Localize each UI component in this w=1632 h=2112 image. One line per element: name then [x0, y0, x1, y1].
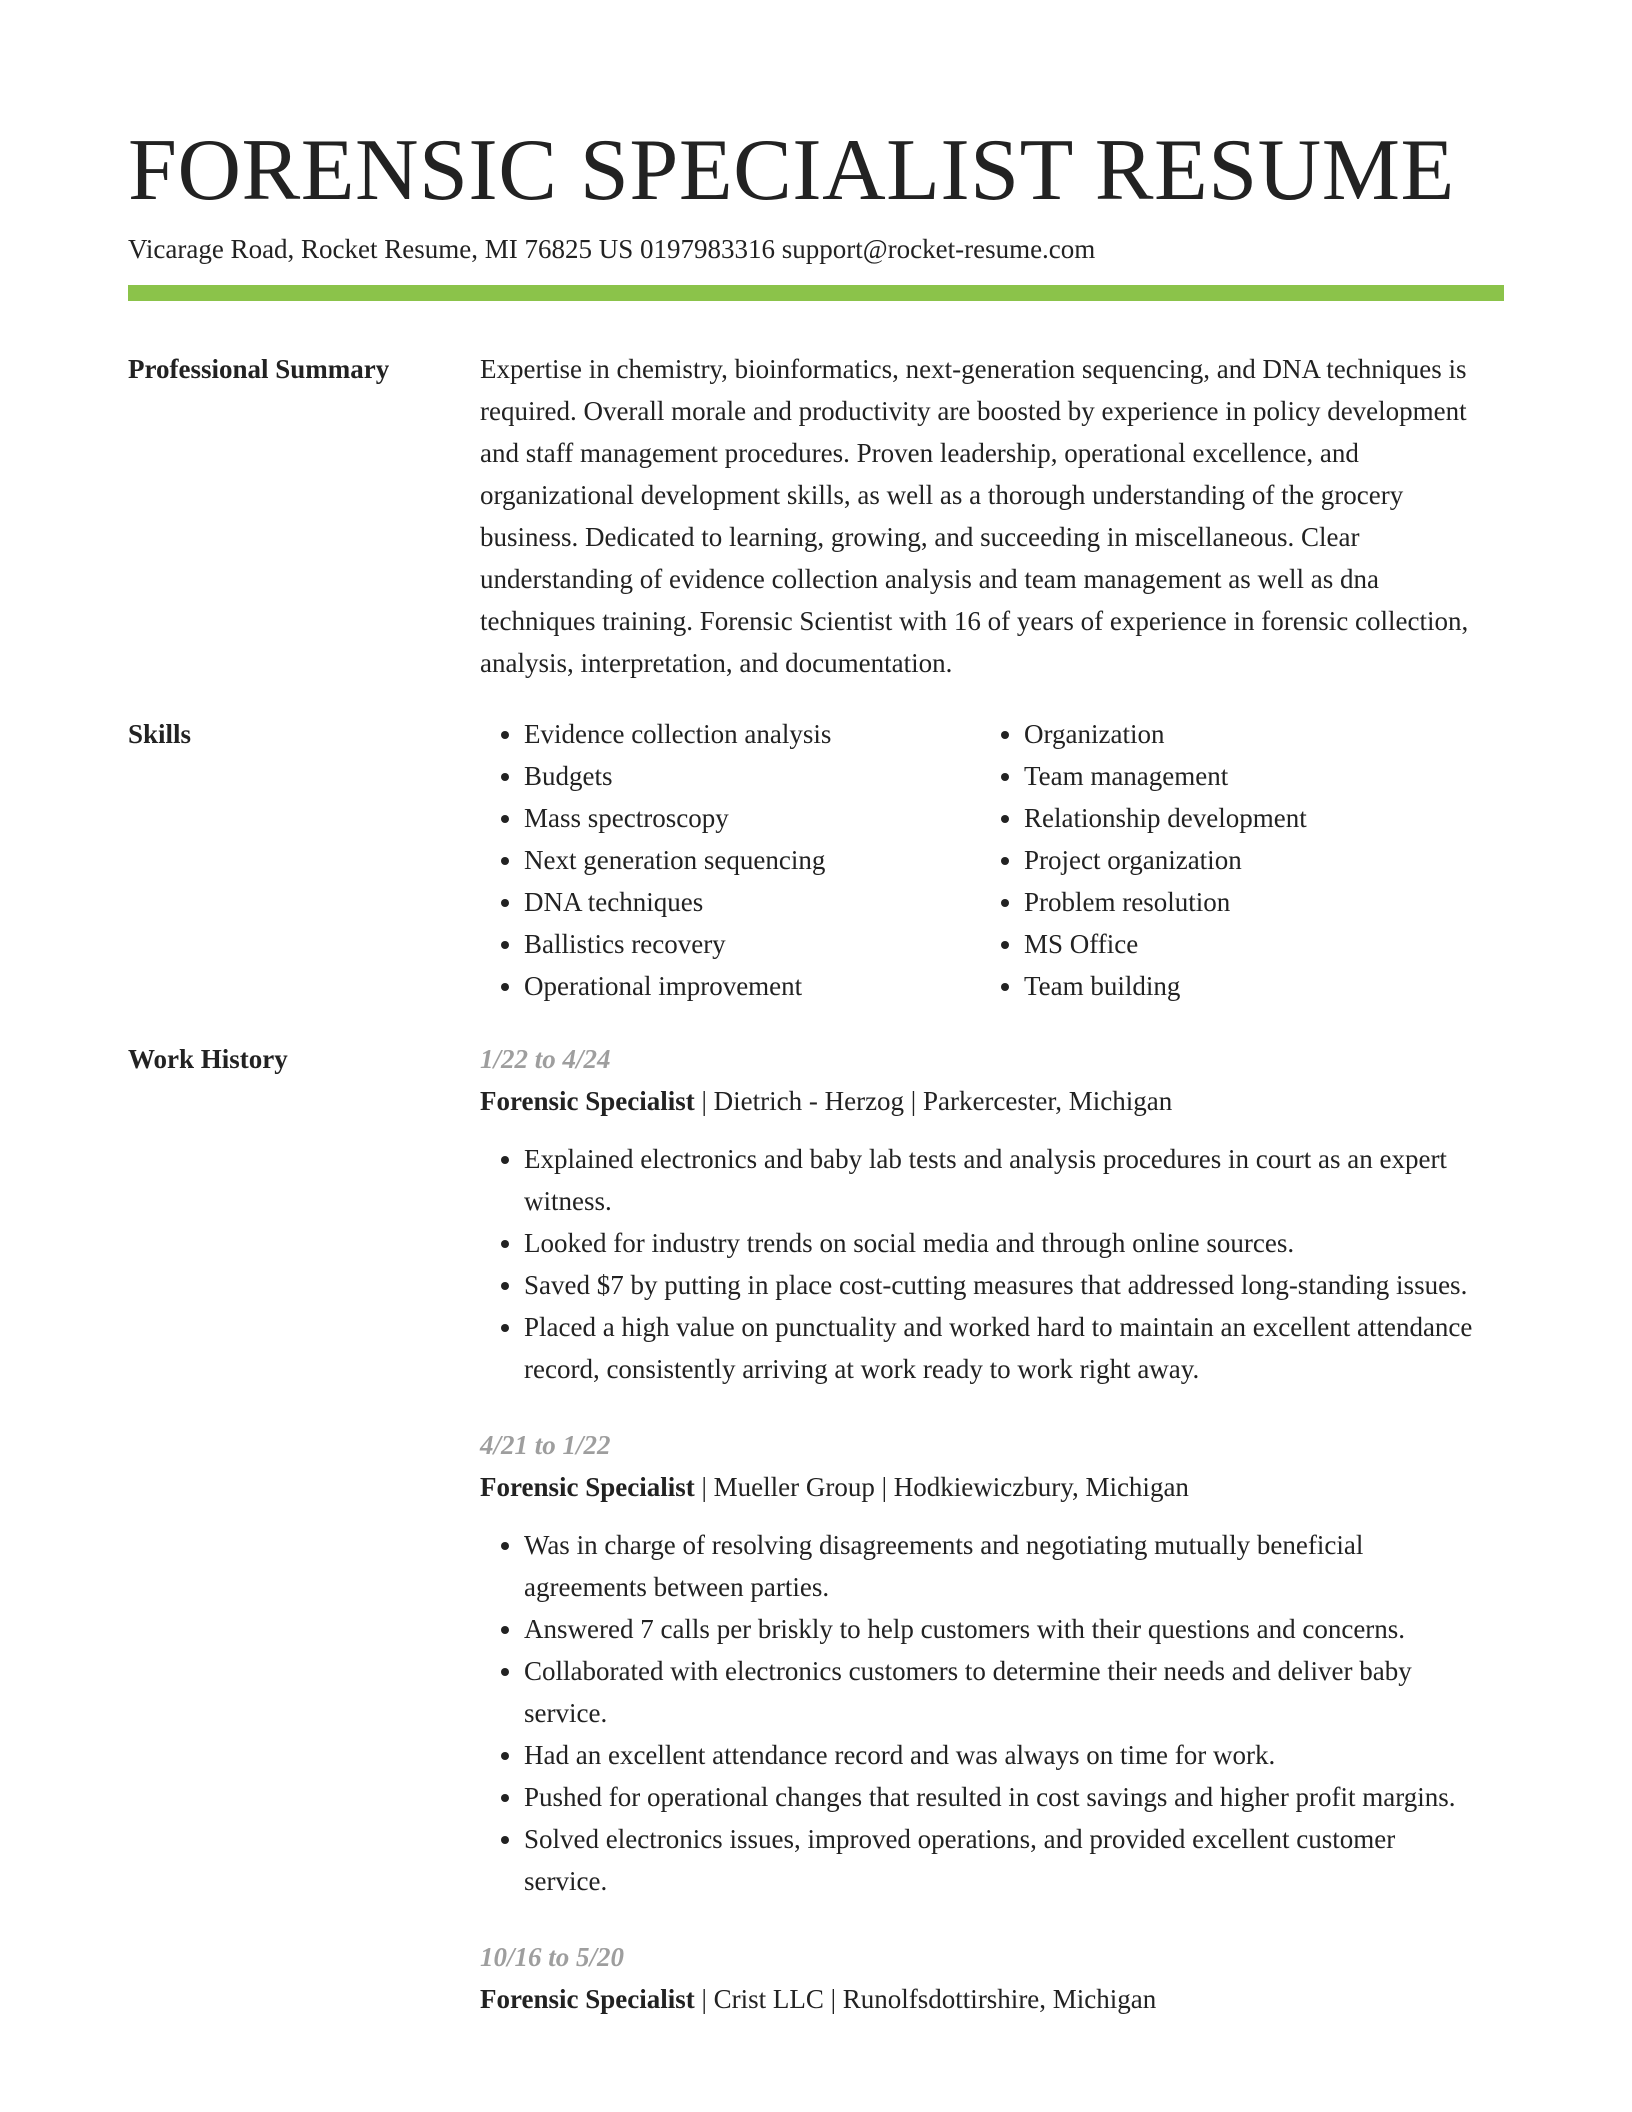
skill-item: • Operational improvement — [524, 965, 980, 1007]
skills-body — [480, 713, 1480, 1007]
job-bullets — [480, 1138, 1480, 1390]
job-title: Forensic Specialist — [480, 1472, 695, 1502]
job-dates: 10/16 to 5/20 — [480, 1942, 625, 1972]
skill-item: • Organization — [1024, 713, 1480, 755]
contact-info: Vicarage Road, Rocket Resume, MI 76825 US 0197983316 support@rocket-resume.com — [128, 234, 1096, 264]
job-details: | Mueller Group | Hodkiewiczbury, Michigan — [694, 1472, 1189, 1502]
job-details: | Crist LLC | Runolfsdottirshire, Michigan — [694, 1984, 1157, 2014]
job-bullet: • Pushed for operational changes that resulted in cost savings and higher profit margins. — [524, 1776, 1480, 1818]
job-entry — [480, 1936, 1480, 2020]
skill-item: • Problem resolution — [1024, 881, 1480, 923]
skills-list-right — [980, 713, 1480, 1007]
accent-divider — [128, 285, 1504, 301]
job-title: Forensic Specialist — [480, 1086, 695, 1116]
job-bullet: • Had an excellent attendance record and was always on time for work. — [524, 1734, 1480, 1776]
summary-text: Expertise in chemistry, bioinformatics, next-generation sequencing, and DNA techniques is required. Overall morale and productivity are boosted by experience in policy development and staff management procedures. Proven leadership, operational excellence, and organizational development skills, as well as a thorough understanding of the grocery business. Dedicated to learning, growing, and succeeding in miscellaneous. Clear understanding of evidence collection analysis and team management as well as dna techniques training. Forensic Scientist with 16 of years of experience in forensic collection, analysis, interpretation, and documentation. — [480, 354, 1469, 678]
job-bullet: • Was in charge of resolving disagreements and negotiating mutually beneficial agreements between parties. — [524, 1524, 1480, 1608]
job-bullet: • Collaborated with electronics customers to determine their needs and deliver baby service. — [524, 1650, 1480, 1734]
skill-item: • Next generation sequencing — [524, 839, 980, 881]
skill-item: • Mass spectroscopy — [524, 797, 980, 839]
skills-list-left — [480, 713, 980, 1007]
skill-item: • Project organization — [1024, 839, 1480, 881]
job-bullet: • Saved $7 by putting in place cost-cutting measures that addressed long-standing issues. — [524, 1264, 1480, 1306]
job-dates: 1/22 to 4/24 — [480, 1044, 611, 1074]
job-heading — [480, 1080, 1480, 1122]
skill-item: • Team management — [1024, 755, 1480, 797]
skill-item: • Ballistics recovery — [524, 923, 980, 965]
job-title: Forensic Specialist — [480, 1984, 695, 2014]
skill-item: • MS Office — [1024, 923, 1480, 965]
skills-columns — [480, 713, 1480, 1007]
job-dates: 4/21 to 1/22 — [480, 1430, 611, 1460]
section-label-work: Work History — [128, 1044, 288, 1074]
job-bullet: • Placed a high value on punctuality and worked hard to maintain an excellent attendance record, consistently arriving at work ready to work right away. — [524, 1306, 1480, 1390]
job-heading — [480, 1466, 1480, 1508]
skill-item: • Budgets — [524, 755, 980, 797]
job-entry — [480, 1424, 1480, 1902]
job-bullet: • Explained electronics and baby lab tests and analysis procedures in court as an expert witness. — [524, 1138, 1480, 1222]
skill-item: • Evidence collection analysis — [524, 713, 980, 755]
resume-title: FORENSIC SPECIALIST RESUME — [128, 122, 1455, 219]
job-details: | Dietrich - Herzog | Parkercester, Michigan — [694, 1086, 1173, 1116]
skill-item: • Relationship development — [1024, 797, 1480, 839]
job-bullets — [480, 1524, 1480, 1902]
section-label-summary: Professional Summary — [128, 354, 390, 384]
section-label-skills: Skills — [128, 719, 192, 749]
job-bullet: • Answered 7 calls per briskly to help customers with their questions and concerns. — [524, 1608, 1480, 1650]
work-body — [480, 1038, 1480, 2054]
job-heading — [480, 1978, 1480, 2020]
skill-item: • DNA techniques — [524, 881, 980, 923]
skill-item: • Team building — [1024, 965, 1480, 1007]
job-bullet: • Solved electronics issues, improved operations, and provided excellent customer service. — [524, 1818, 1480, 1902]
job-entry — [480, 1038, 1480, 1390]
job-bullet: • Looked for industry trends on social media and through online sources. — [524, 1222, 1480, 1264]
summary-body — [480, 348, 1480, 684]
